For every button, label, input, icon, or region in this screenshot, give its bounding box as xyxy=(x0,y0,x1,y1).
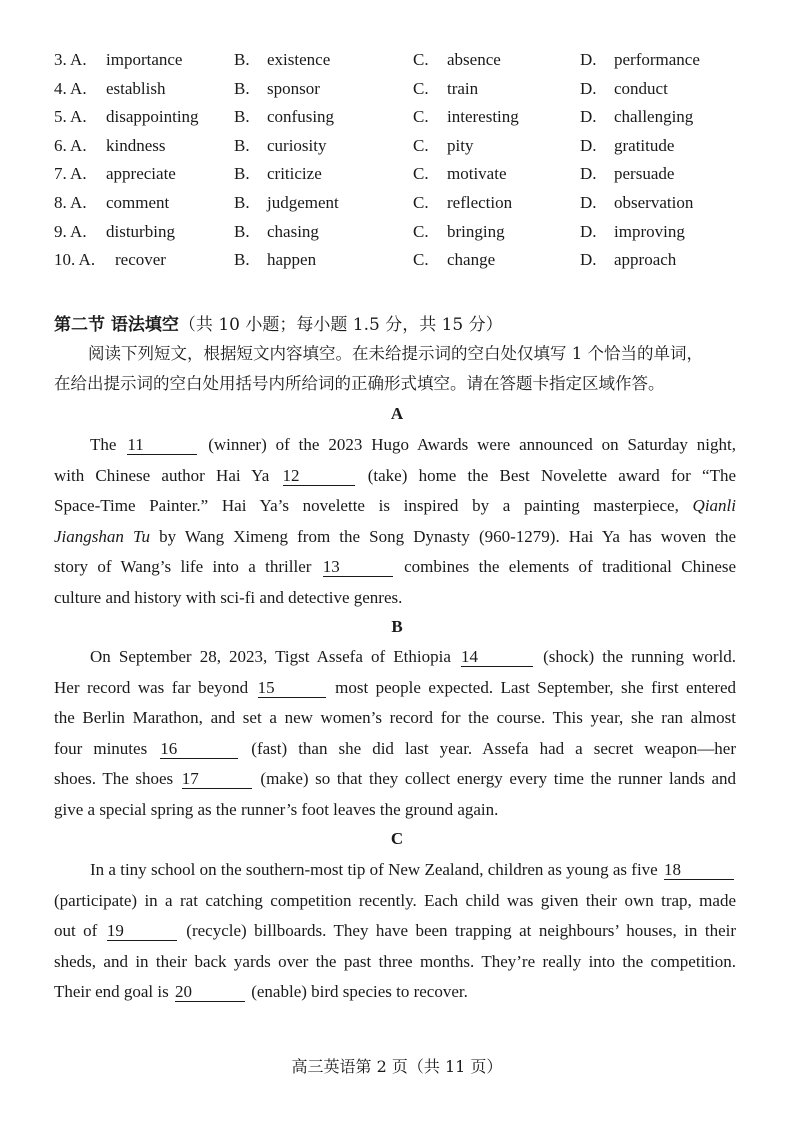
option-a: establish xyxy=(106,78,166,98)
question-number: 4. A. xyxy=(54,78,87,98)
option-a: disturbing xyxy=(106,221,175,241)
option-a: appreciate xyxy=(106,164,176,184)
passage-line xyxy=(54,583,736,614)
option-row xyxy=(0,107,794,135)
passage-c xyxy=(54,855,736,1008)
option-c: pity xyxy=(447,135,474,155)
option-b: criticize xyxy=(267,164,322,184)
question-number: 8. A. xyxy=(54,193,87,212)
option-b-letter: B. xyxy=(234,250,250,270)
option-c: motivate xyxy=(447,164,507,184)
option-b-letter: B. xyxy=(234,50,250,69)
option-row xyxy=(0,250,794,278)
option-d: observation xyxy=(614,193,694,212)
blank-20[interactable]: 20 xyxy=(175,983,245,1002)
text: story of Wang’s life into a thriller xyxy=(54,557,312,576)
text: The xyxy=(90,435,117,454)
passage-line xyxy=(54,734,736,765)
option-d-letter: D. xyxy=(580,250,597,270)
option-a: importance xyxy=(106,50,183,69)
text: combines the elements of traditional Chinese xyxy=(404,557,737,576)
text: (participate) in a rat catching competition recently. Each child was given their own trap, made xyxy=(54,890,736,910)
text: the Berlin Marathon, and set a new women’s record for the course. This year, she ran almost xyxy=(54,708,736,727)
text: most people expected. Last September, she first entered xyxy=(335,677,737,697)
question-number: 10. A. xyxy=(54,250,96,270)
question-number: 6. A. xyxy=(54,135,87,155)
text: (recycle) billboards. They have been trapping at neighbours’ houses, in their xyxy=(186,921,737,940)
option-c: interesting xyxy=(447,107,519,127)
question-number: 9. A. xyxy=(54,221,87,241)
option-b-letter: B. xyxy=(234,107,250,127)
option-b: happen xyxy=(267,250,317,270)
text: Space-Time Painter.” Hai Ya’s novelette is inspired by a painting masterpiece, xyxy=(54,496,679,515)
section-heading: 第二节 语法填空 xyxy=(54,315,179,335)
passage-line xyxy=(54,552,736,583)
section-note: （共 10 小题；每小题 1.5 分，共 15 分） xyxy=(178,315,503,335)
passage-line xyxy=(54,673,736,704)
passage-line xyxy=(54,916,736,947)
text: Their end goal is xyxy=(54,982,169,1001)
passage-line xyxy=(54,642,736,673)
passage-line xyxy=(54,491,736,522)
option-c-letter: C. xyxy=(413,78,429,98)
option-d: conduct xyxy=(614,78,668,98)
option-d-letter: D. xyxy=(580,164,597,184)
option-b: judgement xyxy=(267,193,339,212)
option-a: recover xyxy=(115,250,166,270)
passage-line xyxy=(54,795,736,826)
option-d: persuade xyxy=(614,164,675,184)
option-a: comment xyxy=(106,193,170,212)
passage-c-heading: C xyxy=(390,829,404,848)
question-number: 5. A. xyxy=(54,107,87,127)
option-b-letter: B. xyxy=(234,135,250,155)
option-row xyxy=(0,222,794,250)
option-c: absence xyxy=(447,50,501,69)
option-b: chasing xyxy=(267,221,319,241)
page-footer: 高三英语第 2 页（共 11 页） xyxy=(291,1057,503,1076)
text: Her record was far beyond xyxy=(54,677,249,697)
blank-15[interactable]: 15 xyxy=(258,679,326,698)
option-b: sponsor xyxy=(267,78,320,98)
option-b-letter: B. xyxy=(234,221,250,241)
text: (make) so that they collect energy every time the runner lands and xyxy=(260,769,737,788)
blank-14[interactable]: 14 xyxy=(461,648,533,667)
blank-16[interactable]: 16 xyxy=(160,740,238,759)
text: Qianli xyxy=(692,496,736,515)
option-c-letter: C. xyxy=(413,250,429,270)
text: by Wang Ximeng from the Song Dynasty (960-1279). Hai Ya has woven the xyxy=(159,526,736,546)
passage-line xyxy=(54,430,736,461)
section-title xyxy=(54,310,503,335)
option-d-letter: D. xyxy=(580,135,597,155)
option-row xyxy=(0,164,794,192)
text: Jiangshan Tu xyxy=(54,526,151,546)
passage-line xyxy=(54,703,736,734)
passage-line xyxy=(54,977,736,1008)
option-b: confusing xyxy=(267,107,335,127)
option-row xyxy=(0,50,794,78)
option-row xyxy=(0,193,794,221)
option-d-letter: D. xyxy=(580,221,597,241)
option-c: change xyxy=(447,250,496,270)
text: In a tiny school on the southern-most tip of New Zealand, children as young as five xyxy=(90,860,658,879)
option-d: improving xyxy=(614,221,685,241)
passage-a-heading: A xyxy=(390,404,404,423)
blank-19[interactable]: 19 xyxy=(107,922,177,941)
passage-b xyxy=(54,642,736,825)
text: On September 28, 2023, Tigst Assefa of Ethiopia xyxy=(90,647,451,666)
text: (fast) than she did last year. Assefa had a secret weapon—her xyxy=(251,738,737,758)
passage-line xyxy=(54,855,736,886)
option-c-letter: C. xyxy=(413,50,429,69)
passage-line xyxy=(54,886,736,917)
option-d-letter: D. xyxy=(580,193,597,212)
option-c: train xyxy=(447,78,479,98)
option-c: bringing xyxy=(447,221,505,241)
passage-line xyxy=(54,947,736,978)
option-d: approach xyxy=(614,250,677,270)
instruction-line-1: 阅读下列短文，根据短文内容填空。在未给提示词的空白处仅填写 1 个恰当的单词， xyxy=(88,344,703,363)
option-c-letter: C. xyxy=(413,221,429,241)
blank-12[interactable]: 12 xyxy=(283,467,355,486)
option-b-letter: B. xyxy=(234,78,250,98)
text: (shock) the running world. xyxy=(543,647,737,666)
option-d-letter: D. xyxy=(580,78,597,98)
option-b-letter: B. xyxy=(234,164,250,184)
option-a: disappointing xyxy=(106,107,199,127)
text: (enable) bird species to recover. xyxy=(251,982,468,1001)
text: with Chinese author Hai Ya xyxy=(54,465,270,485)
option-d: gratitude xyxy=(614,135,675,155)
option-d: challenging xyxy=(614,107,694,127)
text: (take) home the Best Novelette award for “The xyxy=(367,465,737,485)
text: out of xyxy=(54,921,98,940)
option-d-letter: D. xyxy=(580,50,597,69)
passage-a xyxy=(54,430,736,613)
option-c-letter: C. xyxy=(413,164,429,184)
blank-11[interactable]: 11 xyxy=(127,436,197,455)
passage-b-heading: B xyxy=(391,617,403,636)
option-a: kindness xyxy=(106,135,166,155)
question-number: 3. A. xyxy=(54,50,87,69)
blank-13[interactable]: 13 xyxy=(323,558,393,577)
option-c-letter: C. xyxy=(413,107,429,127)
option-d: performance xyxy=(614,50,700,69)
blank-18[interactable]: 18 xyxy=(664,861,734,880)
option-row xyxy=(0,79,794,107)
text: sheds, and in their back yards over the past three months. They’re really into the competition. xyxy=(54,951,736,971)
passage-line xyxy=(54,764,736,795)
option-d-letter: D. xyxy=(580,107,597,127)
question-number: 7. A. xyxy=(54,164,87,184)
passage-line xyxy=(54,461,736,492)
blank-17[interactable]: 17 xyxy=(182,770,252,789)
instruction-line-2: 在给出提示词的空白处用括号内所给词的正确形式填空。请在答题卡指定区域作答。 xyxy=(54,374,665,393)
option-b-letter: B. xyxy=(234,193,250,212)
option-b: curiosity xyxy=(267,135,327,155)
passage-line xyxy=(54,522,736,553)
option-row xyxy=(0,136,794,164)
text: culture and history with sci-fi and detective genres. xyxy=(54,587,403,607)
text: (winner) of the 2023 Hugo Awards were announced on Saturday night, xyxy=(208,435,737,454)
option-c-letter: C. xyxy=(413,135,429,155)
text: give a special spring as the runner’s foot leaves the ground again. xyxy=(54,799,499,819)
option-c: reflection xyxy=(447,193,513,212)
text: shoes. The shoes xyxy=(54,769,174,788)
option-b: existence xyxy=(267,50,331,69)
option-c-letter: C. xyxy=(413,193,429,212)
text: four minutes xyxy=(54,738,148,758)
